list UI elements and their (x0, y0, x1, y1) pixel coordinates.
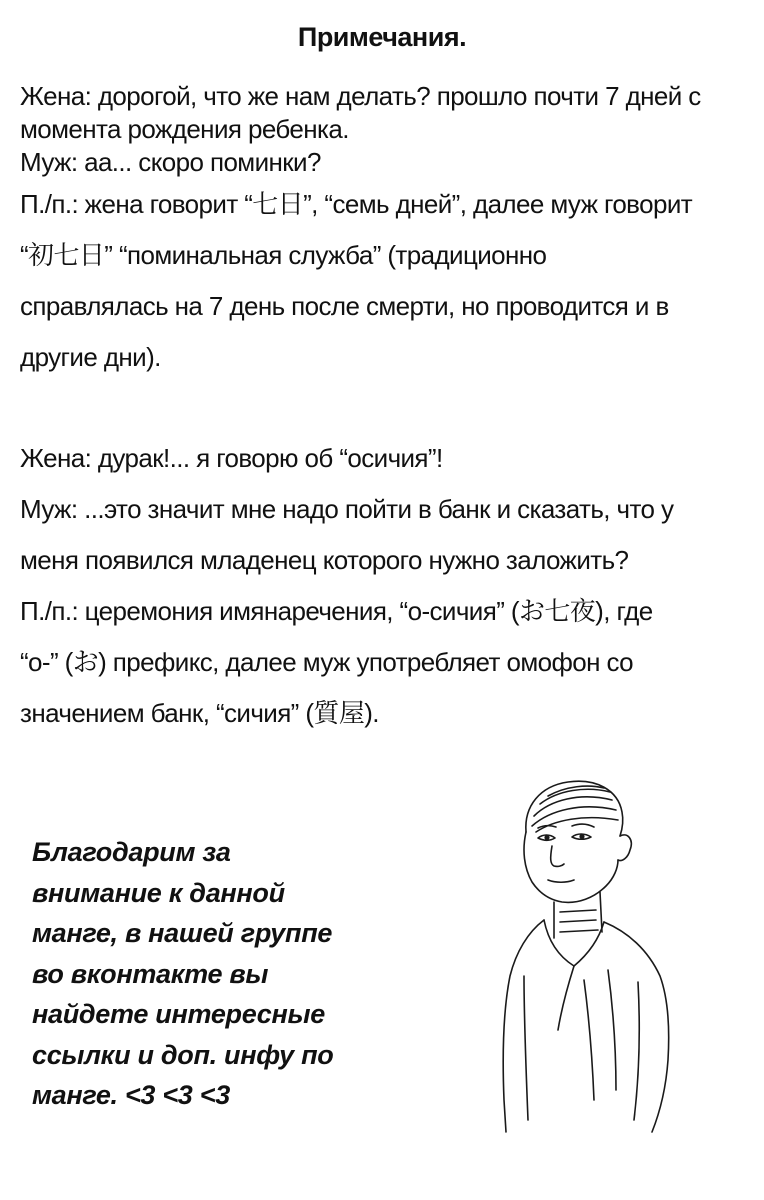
note-line: меня появился младенец которого нужно заложить? (20, 545, 629, 575)
note-line: Муж: аа... скоро поминки? (20, 147, 321, 177)
translator-note-line: справлялась на 7 день после смерти, но проводится и в (20, 291, 669, 321)
note-line: момента рождения ребенка. (20, 114, 349, 144)
translator-note-line: П./п.: церемония имянаречения, “о-сичия” (お七夜), где (20, 596, 653, 626)
paragraph-gap (20, 383, 750, 433)
translator-note-line: П./п.: жена говорит “七日”, “семь дней”, далее муж говорит (20, 189, 693, 219)
page-title: Примечания. (297, 22, 467, 52)
note-line: Жена: дурак!... я говорю об “осичия”! (20, 443, 443, 473)
thanks-message: Благодарим за внимание к данной манге, в нашей группе во вконтакте вы найдете интересные ссылки и доп. инфу по манге. <3 <3 <3 (32, 837, 334, 1110)
translator-note-line: “о-” (お) префикс, далее муж употребляет омофон со (20, 647, 634, 677)
translator-note-line: значением банк, “сичия” (質屋). (20, 698, 379, 728)
translator-note-line: “初七日” “поминальная служба” (традиционно (20, 240, 547, 270)
notes-section (20, 80, 750, 739)
note-line: Муж: ...это значит мне надо пойти в банк и сказать, что у (20, 494, 674, 524)
character-sketch-illustration (488, 770, 688, 1140)
translator-note-line: другие дни). (20, 342, 161, 372)
note-line: Жена: дорогой, что же нам делать? прошло почти 7 дней с (20, 81, 701, 111)
